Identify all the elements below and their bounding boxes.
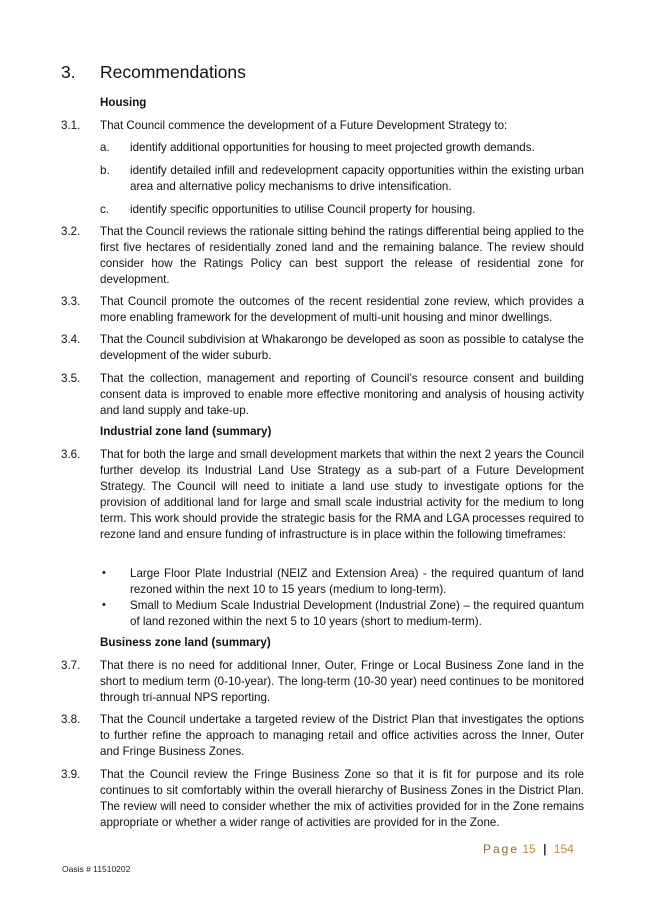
bullet-item [100,566,584,598]
paragraph-number: 3.8. [61,713,81,726]
paragraph-3-2 [61,224,584,288]
paragraph-3-7 [61,658,584,706]
list-item-letter: c. [100,203,110,216]
paragraph-text: That there is no need for additional Inner, Outer, Fringe or Local Business Zone land in the short to medium term (0-10-year). The long-term (10-30 year) need continues to be monitored through tri-annual NPS reporting. [100,659,584,704]
subheading-business: Business zone land (summary) [100,636,271,649]
paragraph-text: That the Council subdivision at Whakarongo be developed as soon as possible to catalyse the development of the wider suburb. [100,333,584,362]
paragraph-3-9 [61,767,584,831]
page-separator: | [543,842,547,856]
document-reference: Oasis # 11510202 [62,864,131,874]
paragraph-text: That for both the large and small development markets that within the next 2 years the Council further develop its Industrial Land Use Strategy as a sub-part of a Future Development Strategy. The Council will need to initiate a land use study to investigate options for the provision of additional land for large and small scale industrial activity for the medium to long term. This work should provide the strategic basis for the RMA and LGA processes required to rezone land and ensure funding of infrastructure is in place within the following timeframes: [100,448,584,541]
paragraph-number: 3.2. [61,225,81,238]
paragraph-number: 3.6. [61,448,81,461]
bullet-text: Small to Medium Scale Industrial Development (Industrial Zone) – the required quantum of land rezoned within the next 5 to 10 years (short to medium-term). [130,599,584,628]
paragraph-number: 3.5. [61,372,81,385]
list-item-text: identify additional opportunities for housing to meet projected growth demands. [130,141,535,154]
bullet-item [100,598,584,630]
paragraph-text: That Council commence the development of a Future Development Strategy to: [100,119,508,132]
section-title: Recommendations [100,62,246,82]
list-item-b [100,163,584,195]
list-item-text: identify specific opportunities to utilise Council property for housing. [130,203,476,216]
paragraph-text: That the Council undertake a targeted review of the District Plan that investigates the options to further refine the approach to managing retail and office activities across the Inner, Outer and Fringe Business Zones. [100,713,584,758]
paragraph-3-4 [61,332,584,364]
bullet-icon: • [102,599,106,611]
list-item-a [100,140,584,156]
bullet-icon: • [102,567,106,579]
paragraph-text: That the collection, management and reporting of Council’s resource consent and building consent data is improved to enable more effective monitoring and analysis of housing activity and land supply and take-up. [100,372,584,417]
subheading-housing: Housing [100,96,147,109]
paragraph-3-1 [61,118,584,134]
paragraph-3-5 [61,371,584,419]
page-number: 15 [522,842,536,856]
bullet-text: Large Floor Plate Industrial (NEIZ and Extension Area) - the required quantum of land rezoned within the next 10 to 15 years (medium to long-term). [130,567,584,596]
paragraph-number: 3.7. [61,659,81,672]
list-item-c [100,202,584,218]
list-item-letter: a. [100,141,110,154]
page-footer [483,842,574,856]
page-total: 154 [553,842,574,856]
paragraph-text: That the Council reviews the rationale sitting behind the ratings differential being applied to the first five hectares of residentially zoned land and the remaining balance. The review should consider how the Ratings Policy can best support the release of residential zone for development. [100,225,584,286]
paragraph-text: That the Council review the Fringe Business Zone so that it is fit for purpose and its role continues to sit comfortably within the overall hierarchy of Business Zones in the District Plan. The review will need to consider whether the mix of activities provided for in the Zone remains appropriate or whether a wider range of activities are provided for in the Zone. [100,768,584,829]
paragraph-number: 3.9. [61,768,81,781]
paragraph-number: 3.1. [61,119,81,132]
list-item-text: identify detailed infill and redevelopment capacity opportunities within the existing urban area and alternative policy mechanisms to drive intensification. [130,164,584,193]
section-number: 3. [61,62,76,82]
paragraph-3-3 [61,294,584,326]
paragraph-number: 3.4. [61,333,81,346]
paragraph-text: That Council promote the outcomes of the recent residential zone review, which provides a more enabling framework for the development of multi-unit housing and minor dwellings. [100,295,584,324]
paragraph-3-6 [61,447,584,542]
list-item-letter: b. [100,164,110,177]
paragraph-number: 3.3. [61,295,81,308]
page-label: Page [483,842,520,856]
paragraph-3-8 [61,712,584,760]
subheading-industrial: Industrial zone land (summary) [100,425,272,438]
